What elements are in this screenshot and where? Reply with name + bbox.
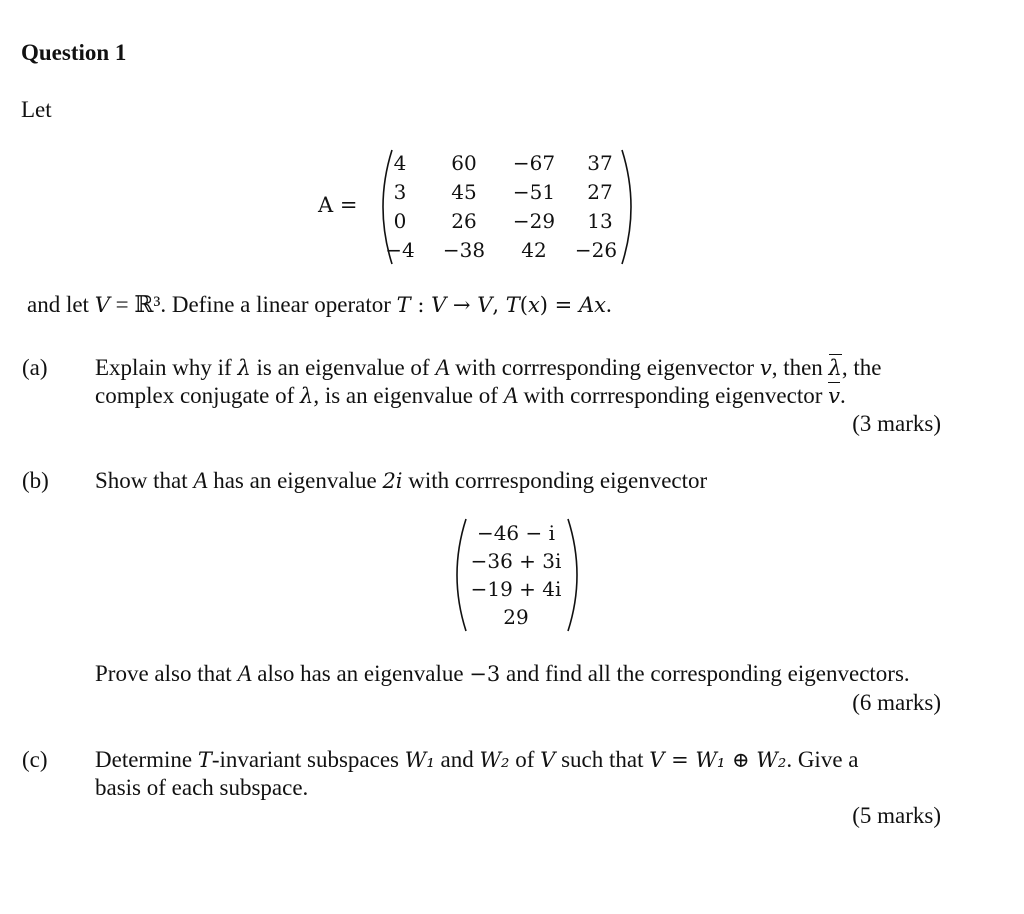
part-a-marks: (3 marks) bbox=[852, 411, 941, 436]
matrix-a-cell: 45 bbox=[451, 180, 477, 204]
eigenvector-entry: 29 bbox=[503, 605, 529, 629]
definition-math: T bbox=[505, 293, 520, 317]
part-b-text: with corrresponding eigenvector bbox=[402, 468, 708, 493]
matrix-a-cell: 3 bbox=[393, 180, 407, 204]
part-a-text: with corrresponding eigenvector bbox=[449, 355, 760, 380]
eigenvector-entry: −36 + 3i bbox=[470, 549, 562, 573]
part-a-text: complex conjugate of bbox=[95, 383, 301, 408]
question-title: Question 1 bbox=[21, 40, 127, 65]
part-c-text: -invariant subspaces bbox=[211, 747, 405, 772]
part-a-text: , is an eigenvalue of bbox=[313, 383, 504, 408]
part-b-line-2 bbox=[95, 660, 910, 688]
vector-symbol: v bbox=[759, 356, 772, 380]
eigenvector bbox=[452, 517, 582, 633]
matrix-a-label: A = bbox=[318, 193, 358, 217]
direct-sum-expression: V = W₁ ⊕ W₂ bbox=[649, 748, 787, 772]
part-c-text: Determine bbox=[95, 747, 198, 772]
definition-text: . bbox=[605, 292, 612, 317]
matrix-a-cell: −4 bbox=[385, 238, 415, 262]
definition-text: and let bbox=[27, 292, 95, 317]
part-c-line-1 bbox=[95, 746, 858, 774]
subspace-w1: W₁ bbox=[404, 748, 435, 772]
matrix-symbol: A bbox=[193, 468, 208, 493]
matrix-a-cell: 13 bbox=[587, 209, 613, 233]
definition-math: x bbox=[527, 293, 540, 317]
eigenvalue-2i: 2i bbox=[382, 469, 403, 493]
space-v: V bbox=[540, 748, 556, 772]
matrix-symbol: A bbox=[237, 661, 252, 686]
part-c-text: of bbox=[509, 747, 541, 772]
eigenvector-entry: −19 + 4i bbox=[470, 577, 562, 601]
lambda-symbol: λ bbox=[237, 356, 251, 380]
definition-math: → bbox=[446, 293, 478, 317]
definition-text: = ℝ³. Define a linear operator bbox=[109, 292, 397, 317]
part-a-line-1 bbox=[95, 354, 881, 382]
definition-math: Ax bbox=[578, 293, 606, 317]
matrix-a-cell: −51 bbox=[512, 180, 556, 204]
matrix-a-cell: 26 bbox=[451, 209, 477, 233]
part-b-text: has an eigenvalue bbox=[207, 468, 383, 493]
definition-math: V bbox=[94, 293, 110, 317]
part-b-marks: (6 marks) bbox=[852, 690, 941, 715]
definition-line bbox=[27, 291, 612, 319]
definition-math: : bbox=[410, 293, 432, 317]
matrix-a-cell: 0 bbox=[393, 209, 407, 233]
operator-symbol: T bbox=[197, 748, 212, 772]
matrix-a-cell: 27 bbox=[587, 180, 613, 204]
definition-math: V bbox=[431, 293, 447, 317]
matrix-a-cell: 42 bbox=[521, 238, 547, 262]
matrix-a-cell: 4 bbox=[393, 151, 407, 175]
part-a-text: Explain why if bbox=[95, 355, 238, 380]
part-c-line-2: basis of each subspace. bbox=[95, 775, 309, 800]
part-a-text: , the bbox=[841, 355, 882, 380]
matrix-a-cell: −67 bbox=[512, 151, 556, 175]
part-b-label: (b) bbox=[22, 468, 49, 493]
part-b-line-1 bbox=[95, 467, 707, 495]
definition-math: ) = bbox=[539, 293, 579, 317]
part-b-text: also has an eigenvalue bbox=[251, 661, 470, 686]
matrix-symbol: A bbox=[503, 383, 518, 408]
part-c-marks: (5 marks) bbox=[852, 803, 941, 828]
part-a-text: is an eigenvalue of bbox=[250, 355, 436, 380]
part-b-text: and find all the corresponding eigenvectors. bbox=[500, 661, 910, 686]
part-c-text: . Give a bbox=[786, 747, 859, 772]
part-a-text: . bbox=[840, 383, 846, 408]
eigenvector-entry: −46 − i bbox=[476, 521, 556, 545]
definition-math: T bbox=[396, 293, 411, 317]
matrix-a-cell: 60 bbox=[451, 151, 477, 175]
matrix-a-cell: −29 bbox=[512, 209, 556, 233]
matrix-a-cell: −26 bbox=[574, 238, 618, 262]
part-a-text: with corrresponding eigenvector bbox=[517, 383, 829, 408]
part-c-text: and bbox=[434, 747, 480, 772]
matrix-a bbox=[378, 148, 636, 266]
part-a-label: (a) bbox=[22, 355, 48, 380]
part-a-line-2 bbox=[95, 382, 846, 410]
matrix-a-cell: 37 bbox=[587, 151, 613, 175]
part-b-text: Prove also that bbox=[95, 661, 238, 686]
matrix-symbol: A bbox=[435, 355, 450, 380]
definition-math: V bbox=[477, 293, 493, 317]
lambda-conjugate-symbol: λ bbox=[828, 356, 842, 380]
definition-math: ( bbox=[519, 293, 528, 317]
subspace-w2: W₂ bbox=[479, 748, 510, 772]
eigenvalue-minus-3: −3 bbox=[469, 662, 501, 686]
intro-text: Let bbox=[21, 97, 52, 122]
part-c-label: (c) bbox=[22, 747, 48, 772]
part-a-text: , then bbox=[771, 355, 829, 380]
lambda-symbol: λ bbox=[300, 384, 314, 408]
part-c-text: such that bbox=[555, 747, 650, 772]
part-b-text: Show that bbox=[95, 468, 194, 493]
matrix-a-cell: −38 bbox=[442, 238, 486, 262]
definition-math: , bbox=[492, 293, 506, 317]
vector-conjugate-symbol: v bbox=[828, 384, 840, 408]
